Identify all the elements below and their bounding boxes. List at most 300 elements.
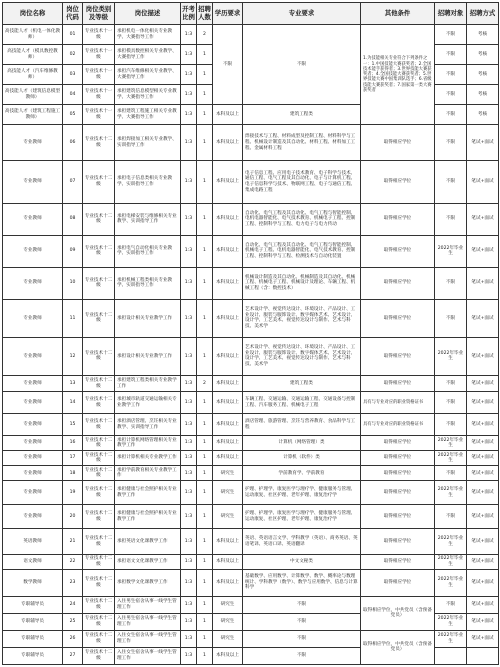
cell-name: 专业教师 [3, 203, 63, 235]
cell-ratio: 1:3 [181, 505, 197, 529]
cell-level: 专业技术十二级 [83, 376, 115, 392]
cell-major: 自动化、电气工程及其自动化、电气工程与智能控制、电机电器智能化、电气技术教育、机械电子工程、控制工程、控制科学与工程、电力电子与电力传动 [243, 203, 361, 235]
cell-code: 12 [63, 337, 83, 375]
table-row [3, 481, 499, 505]
cell-ratio: 1:3 [181, 235, 197, 267]
cell-desc: 承担建筑信息模型相关专业教学、大赛指导工作 [115, 85, 181, 105]
cell-level: 专业技术十二级 [83, 613, 115, 630]
cell-desc: 承担焊接加工相关专业教学、实训指导工作 [115, 125, 181, 161]
cell-other: 取得相应学位 [361, 529, 435, 554]
cell-target: 不限 [435, 414, 467, 436]
cell-count: 1 [197, 65, 213, 85]
cell-name: 专业教师 [3, 392, 63, 414]
cell-edu: 本科及以上 [213, 436, 243, 451]
cell-method: 笔试+面试 [467, 299, 499, 337]
cell-target: 不限 [435, 596, 467, 613]
cell-method: 笔试+面试 [467, 466, 499, 481]
cell-method: 笔试+面试 [467, 529, 499, 554]
cell-name: 专业教师 [3, 125, 63, 161]
cell-other-merged: 取得相应学位，中共党员（含预备党员） [361, 596, 435, 630]
cell-ratio: 1:3 [181, 569, 197, 596]
cell-level: 专业技术十二级 [83, 529, 115, 554]
cell-level: 专业技术十二级 [83, 436, 115, 451]
header-row [3, 3, 499, 25]
cell-name: 专业教师 [3, 466, 63, 481]
cell-edu: 本科及以上 [213, 529, 243, 554]
cell-name: 专业教师 [3, 299, 63, 337]
cell-method: 笔试+面试 [467, 505, 499, 529]
cell-edu: 研究生 [213, 505, 243, 529]
cell-count: 1 [197, 647, 213, 664]
cell-edu: 本科及以上 [213, 554, 243, 569]
cell-other: 取得相应学位 [361, 337, 435, 375]
cell-method: 笔试+面试 [467, 376, 499, 392]
cell-level: 专业技术十二级 [83, 414, 115, 436]
cell-code: 20 [63, 505, 83, 529]
cell-name: 专业教师 [3, 337, 63, 375]
cell-major: 电子信息工程、应用电子技术教育、电子科学与技术、通信工程、电气工程及其自动化、电子与计算机工程、电子信息科学与技术、物联网工程、电子与通信工程、集成电路工程 [243, 161, 361, 203]
cell-other: 取得相应学位 [361, 451, 435, 466]
cell-target: 不限 [435, 65, 467, 85]
cell-edu: 本科及以上 [213, 161, 243, 203]
cell-method: 笔试+面试 [467, 596, 499, 613]
cell-major: 计算机（网络管理）类 [243, 436, 361, 451]
cell-code: 24 [63, 596, 83, 613]
cell-count: 2 [197, 25, 213, 45]
cell-desc: 承担数学文化课教学工作 [115, 569, 181, 596]
cell-count: 1 [197, 203, 213, 235]
cell-desc: 承担城市轨道交通运输相关专业教学工作 [115, 392, 181, 414]
cell-major: 艺术设计学、视觉传达设计、环境设计、产品设计、工业设计、服装与服饰设计、数字媒体艺术、艺术设计、设计学、工艺美术、视觉传达设计与制作、艺术与科技、美术学 [243, 299, 361, 337]
cell-desc: 承担建筑工程施工相关专业教学、大赛指导工作 [115, 105, 181, 125]
cell-method: 笔试+面试 [467, 630, 499, 647]
cell-code: 25 [63, 613, 83, 630]
cell-level: 专业技术十二级 [83, 203, 115, 235]
cell-code: 06 [63, 125, 83, 161]
cell-method: 笔试+面试 [467, 161, 499, 203]
cell-other: 取得相应学位 [361, 554, 435, 569]
cell-count: 1 [197, 235, 213, 267]
cell-name: 专业教师 [3, 414, 63, 436]
cell-other: 取得相应学位 [361, 267, 435, 299]
table-row [3, 630, 499, 647]
cell-target [435, 647, 467, 664]
cell-desc: 承担计算机相关专业教学工作 [115, 451, 181, 466]
cell-method: 笔试+面试 [467, 436, 499, 451]
cell-desc: 承担汽车维修相关专业教学、大赛指导工作 [115, 65, 181, 85]
cell-method: 考核 [467, 25, 499, 45]
cell-desc: 承担电梯安装与维修相关专业教学、实训指导工作 [115, 203, 181, 235]
cell-desc: 承担机电一体化相关专业教学、大赛指导工作 [115, 25, 181, 45]
cell-name: 高技能人才（机电一体化教师） [3, 25, 63, 45]
cell-count: 1 [197, 613, 213, 630]
cell-count: 1 [197, 436, 213, 451]
cell-ratio: 1:3 [181, 466, 197, 481]
cell-desc: 承担设计相关专业教学工作 [115, 337, 181, 375]
cell-method: 笔试+面试 [467, 414, 499, 436]
cell-method: 笔试+面试 [467, 203, 499, 235]
cell-count: 1 [197, 505, 213, 529]
cell-ratio: 1:3 [181, 613, 197, 630]
cell-edu: 研究生 [213, 613, 243, 630]
cell-edu: 本科及以上 [213, 647, 243, 664]
cell-target: 不限 [435, 299, 467, 337]
cell-code: 10 [63, 267, 83, 299]
cell-ratio: 1:3 [181, 414, 197, 436]
cell-edu: 本科及以上 [213, 569, 243, 596]
cell-level: 专业技术十二级 [83, 451, 115, 466]
cell-desc: 承担学前教育相关专业教学工作 [115, 466, 181, 481]
cell-name: 专业教师 [3, 376, 63, 392]
cell-ratio: 1:3 [181, 203, 197, 235]
cell-code: 09 [63, 235, 83, 267]
cell-level: 专业技术十二级 [83, 505, 115, 529]
cell-other: 取得相应学位 [361, 125, 435, 161]
cell-major: 建筑工程类 [243, 376, 361, 392]
table-row [3, 505, 499, 529]
cell-level: 专业技术十二级 [83, 337, 115, 375]
cell-edu: 本科及以上 [213, 125, 243, 161]
table-row [3, 451, 499, 466]
col-header: 招聘人数 [197, 3, 213, 25]
col-header: 其他条件 [361, 3, 435, 25]
cell-method: 笔试+面试 [467, 235, 499, 267]
cell-method: 笔试+面试 [467, 125, 499, 161]
cell-desc: 承担模具数控相关专业教学、大赛指导工作 [115, 45, 181, 65]
cell-other: 取得相应学位 [361, 466, 435, 481]
cell-code: 22 [63, 554, 83, 569]
cell-other: 具有与专业对应的职业资格证书 [361, 392, 435, 414]
col-header: 开考比例 [181, 3, 197, 25]
cell-name: 语文教师 [3, 554, 63, 569]
cell-ratio: 1:3 [181, 105, 197, 125]
cell-major: 不限 [243, 596, 361, 613]
cell-name: 高技能人才（模具数控教师） [3, 45, 63, 65]
cell-count: 1 [197, 337, 213, 375]
cell-level: 专业技术十二级 [83, 235, 115, 267]
cell-method: 笔试+面试 [467, 267, 499, 299]
cell-count: 1 [197, 451, 213, 466]
cell-ratio: 1:3 [181, 125, 197, 161]
cell-method: 考核 [467, 105, 499, 125]
cell-count: 1 [197, 105, 213, 125]
cell-other: 取得相应学位 [361, 569, 435, 596]
cell-count: 1 [197, 466, 213, 481]
cell-major: 护理、护理学、康复医学与理疗学、健康服务与管理、运动康复、社区护理、老年护理、康复治疗学 [243, 505, 361, 529]
cell-desc: 入住女生宿舍从事一线学生管理工作 [115, 630, 181, 647]
cell-code: 11 [63, 299, 83, 337]
cell-target: 不限 [435, 105, 467, 125]
cell-desc: 承担建筑工程类相关专业教学工作 [115, 376, 181, 392]
cell-level: 专业技术十一级 [83, 65, 115, 85]
cell-name: 专职辅导员 [3, 647, 63, 664]
cell-edu: 本科及以上 [213, 299, 243, 337]
cell-count: 2 [197, 376, 213, 392]
table-row [3, 161, 499, 203]
cell-level: 专业技术十一级 [83, 85, 115, 105]
cell-edu: 研究生 [213, 630, 243, 647]
cell-desc: 承担语文文化课教学工作 [115, 554, 181, 569]
cell-method: 笔试+面试 [467, 554, 499, 569]
cell-desc: 承担健康与社会照护相关专业教学工作 [115, 481, 181, 505]
cell-major-merged: 不限 [243, 25, 361, 105]
cell-code: 17 [63, 451, 83, 466]
cell-method: 考核 [467, 65, 499, 85]
cell-count: 1 [197, 414, 213, 436]
cell-count: 1 [197, 569, 213, 596]
cell-level: 专业技术十二级 [83, 267, 115, 299]
cell-name: 专业教师 [3, 451, 63, 466]
cell-name: 专业教师 [3, 481, 63, 505]
cell-code: 07 [63, 161, 83, 203]
cell-target: 不限 [435, 45, 467, 65]
cell-target: 不限 [435, 376, 467, 392]
cell-target: 不限 [435, 85, 467, 105]
table-row [3, 436, 499, 451]
cell-target: 不限 [435, 161, 467, 203]
recruitment-table [2, 2, 499, 665]
cell-other: 取得相应学位 [361, 436, 435, 451]
cell-edu: 本科及以上 [213, 105, 243, 125]
cell-desc: 承担健康与社会照护相关专业教学工作 [115, 505, 181, 529]
cell-target: 不限 [435, 125, 467, 161]
cell-desc: 承担酒店管理、烹饪相关专业教学、实训指导工作 [115, 414, 181, 436]
cell-other: 取得相应学位 [361, 161, 435, 203]
cell-ratio: 1:3 [181, 161, 197, 203]
col-header: 招聘对象 [435, 3, 467, 25]
cell-ratio: 1:3 [181, 25, 197, 45]
col-header: 岗位描述 [115, 3, 181, 25]
cell-count: 1 [197, 596, 213, 613]
cell-edu: 本科及以上 [213, 392, 243, 414]
cell-count: 1 [197, 45, 213, 65]
cell-code: 13 [63, 376, 83, 392]
cell-count: 1 [197, 554, 213, 569]
cell-other: 取得相应学位 [361, 235, 435, 267]
cell-level: 专业技术十二级 [83, 125, 115, 161]
cell-method: 笔试+面试 [467, 481, 499, 505]
cell-ratio: 1:3 [181, 529, 197, 554]
cell-desc: 入住女生宿舍从事一线学生管理工作 [115, 647, 181, 664]
table-row [3, 337, 499, 375]
cell-ratio: 1:3 [181, 647, 197, 664]
table-row [3, 554, 499, 569]
cell-target: 2022年毕业生 [435, 529, 467, 554]
cell-count: 1 [197, 392, 213, 414]
cell-edu: 研究生 [213, 466, 243, 481]
cell-desc: 承担计算机网络管理相关专业教学工作 [115, 436, 181, 451]
cell-major: 计算机（软件）类 [243, 451, 361, 466]
cell-level: 专业技术十二级 [83, 392, 115, 414]
col-header: 岗位类别及等级 [83, 3, 115, 25]
cell-other: 取得相应学位 [361, 481, 435, 505]
cell-target: 2022年毕业生 [435, 451, 467, 466]
cell-other: 取得相应学位 [361, 505, 435, 529]
cell-name: 英语教师 [3, 529, 63, 554]
cell-code: 05 [63, 105, 83, 125]
cell-major: 英语、英语语言文学、学科教学（英语）、商务英语、英语笔译、英语口译、英语翻译 [243, 529, 361, 554]
cell-code: 16 [63, 436, 83, 451]
cell-edu: 本科及以上 [213, 203, 243, 235]
col-header: 学历要求 [213, 3, 243, 25]
cell-code: 26 [63, 630, 83, 647]
cell-target: 2022年毕业生 [435, 481, 467, 505]
cell-major: 中文文秘类 [243, 554, 361, 569]
table-row [3, 392, 499, 414]
cell-name: 专业教师 [3, 436, 63, 451]
cell-other: 具有与专业对应的职业资格证书 [361, 414, 435, 436]
cell-ratio: 1:3 [181, 376, 197, 392]
cell-code: 23 [63, 569, 83, 596]
cell-method: 笔试+面试 [467, 337, 499, 375]
col-header: 岗位名称 [3, 3, 63, 25]
cell-method: 笔试+面试 [467, 613, 499, 630]
cell-name: 高技能人才（建筑信息模型教师） [3, 85, 63, 105]
cell-target: 2022年毕业生 [435, 337, 467, 375]
cell-name: 专业教师 [3, 235, 63, 267]
cell-major: 不限 [243, 613, 361, 630]
table-row [3, 267, 499, 299]
cell-major: 不限 [243, 630, 361, 647]
cell-ratio: 1:3 [181, 481, 197, 505]
cell-edu: 本科及以上 [213, 267, 243, 299]
cell-count: 1 [197, 161, 213, 203]
cell-method: 考核 [467, 45, 499, 65]
cell-name: 数学教师 [3, 569, 63, 596]
cell-desc: 承担英语文化课教学工作 [115, 529, 181, 554]
cell-ratio: 1:3 [181, 436, 197, 451]
cell-edu: 本科及以上 [213, 337, 243, 375]
cell-other: 取得相应学位 [361, 376, 435, 392]
cell-code: 27 [63, 647, 83, 664]
cell-desc: 承担设计相关专业教学工作 [115, 299, 181, 337]
cell-edu: 本科及以上 [213, 414, 243, 436]
cell-name: 专职辅导员 [3, 596, 63, 613]
cell-major: 焊接技术与工程、材料成型及控制工程、材料科学与工程、机械设计制造及其自动化、材料工程、材料加工工程、金属材料工程 [243, 125, 361, 161]
table-row [3, 125, 499, 161]
col-header: 招聘方式 [467, 3, 499, 25]
cell-target: 2022年毕业生 [435, 630, 467, 647]
cell-desc: 承担机械工程类相关专业教学、实训指导工作 [115, 267, 181, 299]
cell-major: 基础数学、应用数学、计算数学、数学、概率论与数理统计、学科教学（数学）、数学与应用数学、信息与计算科学 [243, 569, 361, 596]
cell-code: 19 [63, 481, 83, 505]
cell-target: 不限 [435, 505, 467, 529]
table-row [3, 203, 499, 235]
cell-edu-merged: 不限 [213, 25, 243, 105]
cell-name: 高技能人才（建筑工程施工教师） [3, 105, 63, 125]
table-row [3, 25, 499, 45]
cell-major: 不限 [243, 647, 361, 664]
cell-method: 考核 [467, 85, 499, 105]
table-row [3, 569, 499, 596]
table-row [3, 529, 499, 554]
cell-code: 14 [63, 392, 83, 414]
cell-count: 1 [197, 529, 213, 554]
cell-level: 专业技术十二级 [83, 596, 115, 613]
cell-desc: 承担电子信息类相关专业教学、实训指导工作 [115, 161, 181, 203]
cell-other: 取得相应学位 [361, 299, 435, 337]
cell-ratio: 1:3 [181, 65, 197, 85]
cell-major: 车辆工程、交通运输、交通运输工程、交通设备与控制工程、汽车服务工程、机械电子工程 [243, 392, 361, 414]
cell-edu: 研究生 [213, 596, 243, 613]
cell-level: 专业技术十一级 [83, 45, 115, 65]
cell-ratio: 1:3 [181, 45, 197, 65]
cell-edu: 本科及以上 [213, 451, 243, 466]
cell-method [467, 647, 499, 664]
table-row [3, 596, 499, 613]
table-row [3, 414, 499, 436]
cell-major: 自动化、电气工程及其自动化、电气工程与智能控制、机械电子工程、电机电器智能化、电气技术教育、控制工程、控制科学与工程、检测技术与自动化装置 [243, 235, 361, 267]
cell-count: 1 [197, 125, 213, 161]
cell-level: 专业技术十二级 [83, 466, 115, 481]
cell-ratio: 1:3 [181, 392, 197, 414]
cell-target: 不限 [435, 267, 467, 299]
cell-major: 机械设计制造及其自动化、机械制造及其自动化、机械工程、机械电子工程、机械设计及理论、车辆工程、机械工程（含：数控技术） [243, 267, 361, 299]
cell-count: 1 [197, 299, 213, 337]
cell-major: 学前教育学、学前教育 [243, 466, 361, 481]
cell-other: 取得相应学位 [361, 203, 435, 235]
cell-code: 15 [63, 414, 83, 436]
cell-target: 2022年毕业生 [435, 436, 467, 451]
cell-code: 04 [63, 85, 83, 105]
cell-ratio: 1:3 [181, 451, 197, 466]
cell-code: 21 [63, 529, 83, 554]
col-header: 专业要求 [243, 3, 361, 25]
cell-target: 不限 [435, 466, 467, 481]
cell-ratio: 1:3 [181, 337, 197, 375]
cell-target: 不限 [435, 25, 467, 45]
cell-level: 专业技术十二级 [83, 569, 115, 596]
cell-ratio: 1:3 [181, 299, 197, 337]
cell-target: 不限 [435, 203, 467, 235]
cell-name: 专业教师 [3, 505, 63, 529]
cell-name: 专业教师 [3, 267, 63, 299]
cell-ratio: 1:3 [181, 630, 197, 647]
table-row [3, 299, 499, 337]
cell-code: 02 [63, 45, 83, 65]
cell-other-merged: 1.为技能相关专业符合下列条件之一：1.中国技能大赛获奖者；2.全国技术能手获得者；3.世界技能大赛获奖者；4.全国技能大赛获奖者；5.世界技能大赛中国集训队选手；6.省级技能大赛获奖者；7.国家第一类大赛获奖者 [361, 25, 435, 125]
cell-edu: 研究生 [213, 481, 243, 505]
cell-name: 专职辅导员 [3, 613, 63, 630]
table-row [3, 376, 499, 392]
cell-level: 专业技术十一级 [83, 105, 115, 125]
cell-desc: 承担电气自动化相关专业教学、实训指导工作 [115, 235, 181, 267]
cell-code: 03 [63, 65, 83, 85]
cell-target: 2022年毕业生 [435, 569, 467, 596]
cell-ratio: 1:3 [181, 267, 197, 299]
cell-target: 不限 [435, 392, 467, 414]
cell-target: 2022年毕业生 [435, 235, 467, 267]
cell-name: 高技能人才（汽车维修教师） [3, 65, 63, 85]
cell-level: 专业技术十一级 [83, 25, 115, 45]
cell-ratio: 1:3 [181, 85, 197, 105]
cell-major: 艺术设计学、视觉传达设计、环境设计、产品设计、工业设计、服装与服饰设计、数字媒体艺术、艺术设计、设计学、工艺美术、视觉传达设计与制作、艺术与科技、美术学 [243, 337, 361, 375]
cell-edu: 本科及以上 [213, 376, 243, 392]
cell-code: 08 [63, 203, 83, 235]
cell-level: 专业技术十二级 [83, 481, 115, 505]
cell-code: 01 [63, 25, 83, 45]
cell-major: 护理、护理学、康复医学与理疗学、健康服务与管理、运动康复、社区护理、老年护理、康复治疗学 [243, 481, 361, 505]
cell-target: 2022年毕业生 [435, 554, 467, 569]
cell-major: 建筑工程类 [243, 105, 361, 125]
cell-level: 专业技术十二级 [83, 630, 115, 647]
cell-major: 酒店管理、旅游管理、烹饪与营养教育、食品科学与工程 [243, 414, 361, 436]
cell-count: 1 [197, 481, 213, 505]
cell-count: 1 [197, 85, 213, 105]
table-row [3, 466, 499, 481]
cell-name: 专职辅导员 [3, 630, 63, 647]
cell-target: 2022年毕业生 [435, 613, 467, 630]
